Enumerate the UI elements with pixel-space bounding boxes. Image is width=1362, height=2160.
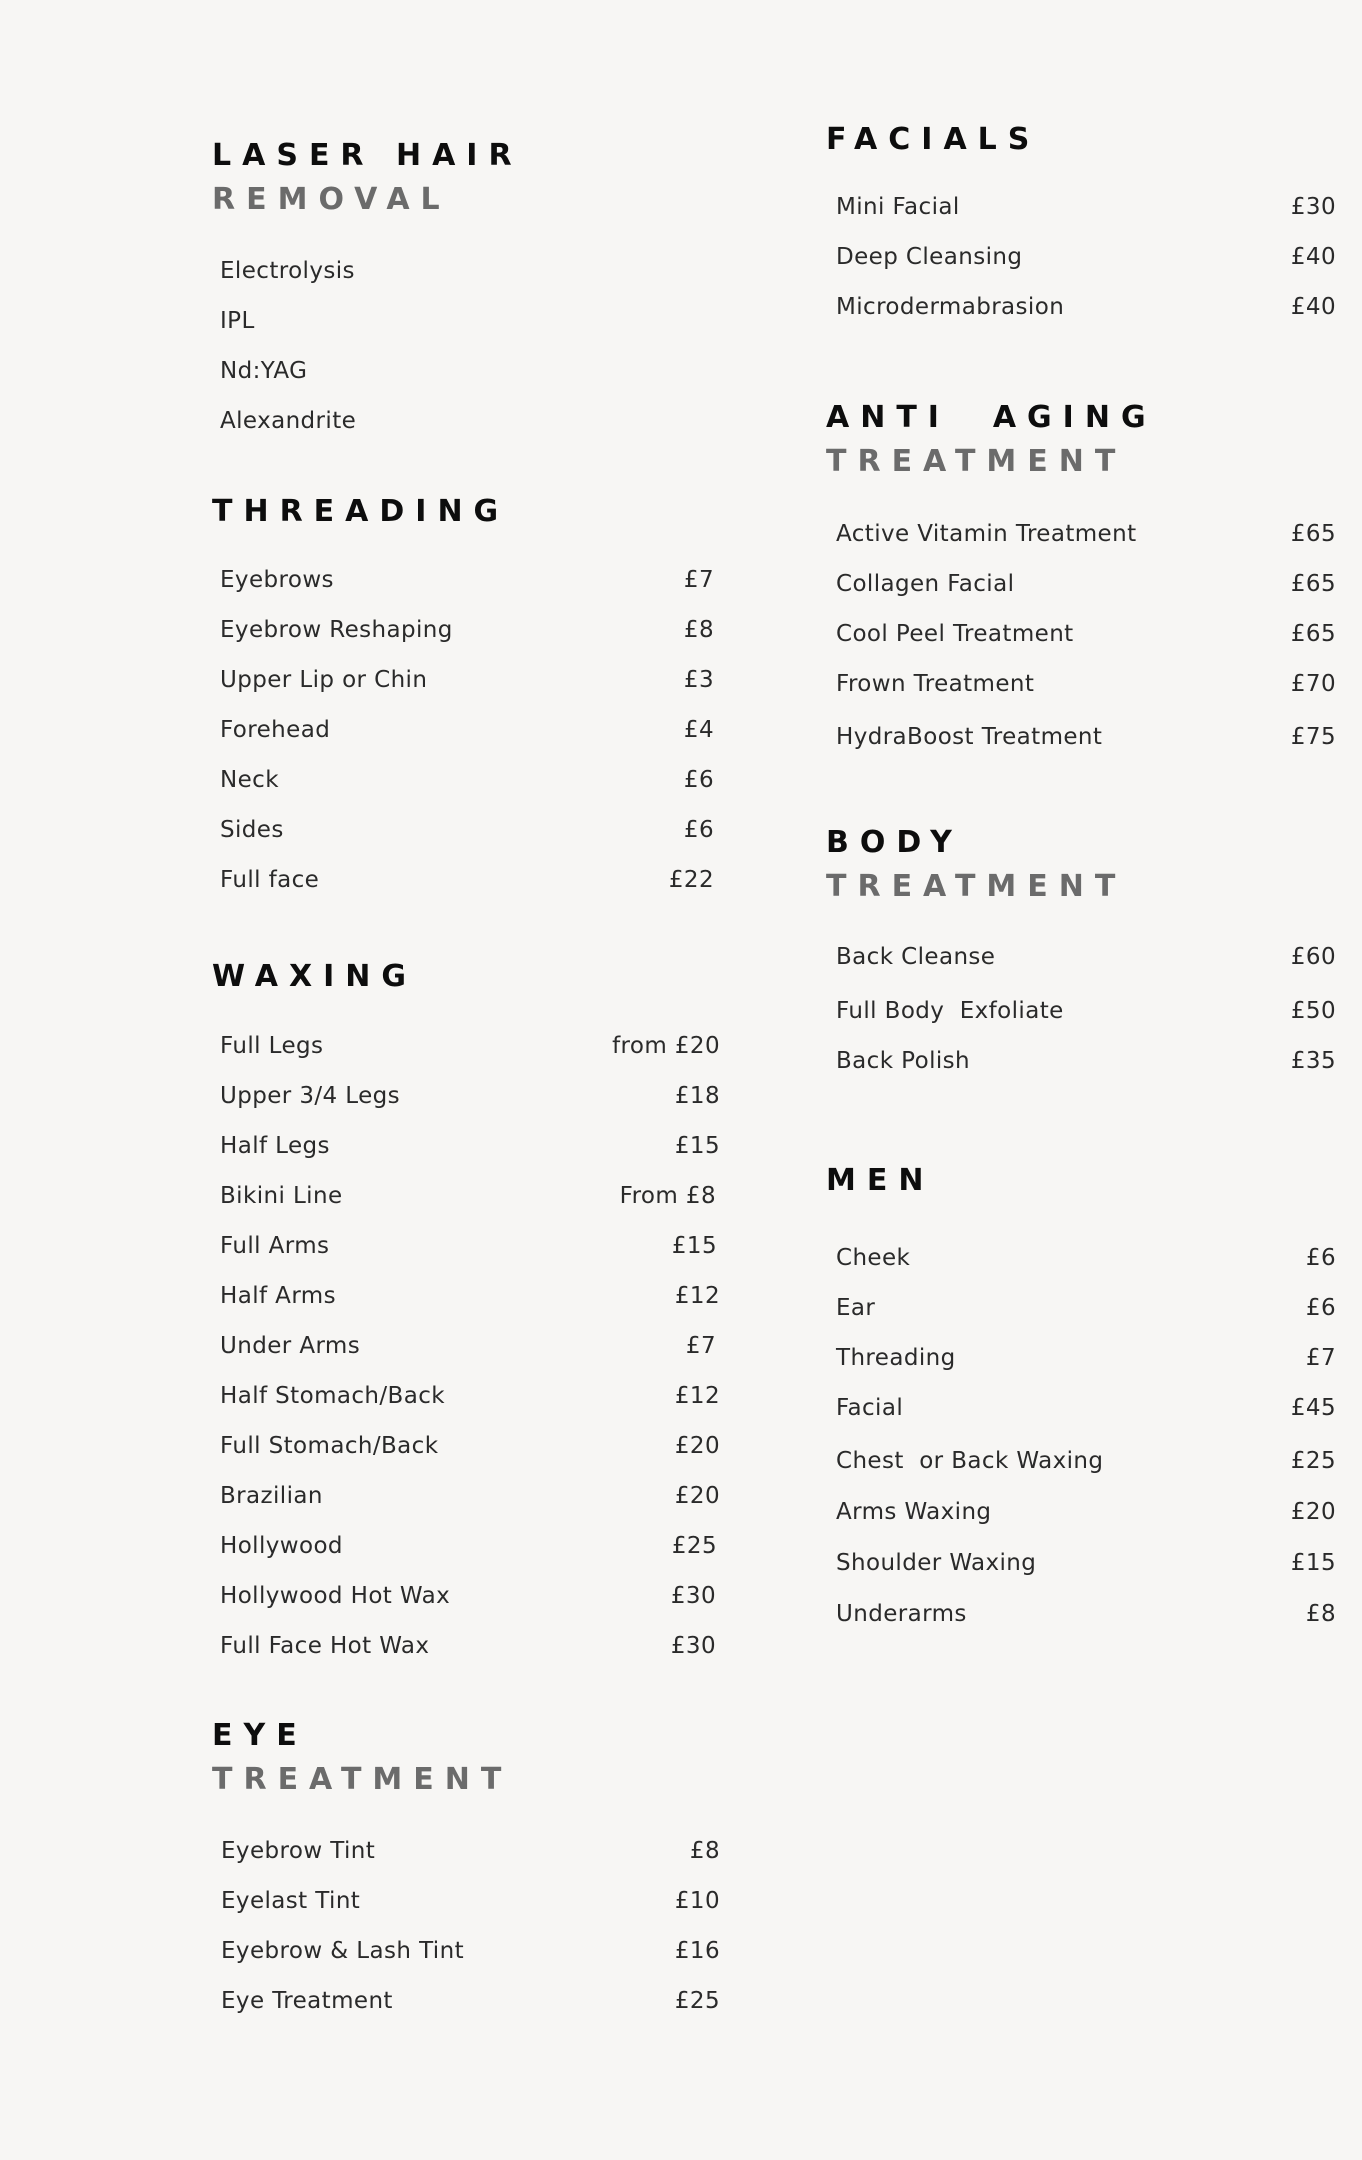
list-item <box>220 1379 720 1413</box>
item-price: £20 <box>674 1433 720 1459</box>
list-item <box>836 517 1336 551</box>
item-price: £7 <box>685 1333 716 1359</box>
list-item <box>220 404 720 438</box>
item-name: Half Arms <box>220 1283 336 1309</box>
list-item <box>836 1495 1336 1529</box>
list-item <box>220 254 720 288</box>
item-price: £45 <box>1290 1395 1336 1421</box>
heading-line-2: TREATMENT <box>212 1762 513 1797</box>
item-name: Eye Treatment <box>221 1988 393 2014</box>
list-item <box>220 1429 720 1463</box>
item-name: Back Polish <box>836 1048 971 1074</box>
body-treatment-section <box>826 821 1336 909</box>
list-item <box>836 290 1336 324</box>
item-price: £3 <box>683 667 714 693</box>
list-item <box>220 713 714 747</box>
item-price: £65 <box>1290 571 1336 597</box>
heading-line-1: THREADING <box>212 494 510 529</box>
item-price: £16 <box>674 1938 720 1964</box>
list-item <box>221 1984 720 2018</box>
item-name: Shoulder Waxing <box>836 1550 1037 1576</box>
list-item <box>221 1834 720 1868</box>
list-item <box>836 940 1336 974</box>
item-name: Facial <box>836 1395 904 1421</box>
item-name: IPL <box>220 308 255 334</box>
item-price: £6 <box>683 767 714 793</box>
item-price: £50 <box>1290 998 1336 1024</box>
list-item <box>220 1529 720 1563</box>
item-price: £40 <box>1290 244 1336 270</box>
item-name: Cool Peel Treatment <box>836 621 1074 647</box>
heading-line-1: BODY <box>826 825 963 860</box>
heading-line-1: WAXING <box>212 959 417 994</box>
item-name: Alexandrite <box>220 408 357 434</box>
item-name: Bikini Line <box>220 1183 343 1209</box>
list-item <box>836 667 1336 701</box>
heading-line-1: LASER HAIR <box>212 138 523 173</box>
waxing-heading <box>212 955 720 999</box>
facials-list <box>836 190 1336 330</box>
item-price: £18 <box>674 1083 720 1109</box>
item-name: Cheek <box>836 1245 911 1271</box>
item-name: Arms Waxing <box>836 1499 992 1525</box>
list-item <box>220 1229 720 1263</box>
item-name: Electrolysis <box>220 258 355 284</box>
list-item <box>220 663 714 697</box>
item-name: Upper 3/4 Legs <box>220 1083 401 1109</box>
item-name: Eyebrow Reshaping <box>220 617 453 643</box>
body-treatment-list <box>836 940 1336 1090</box>
item-name: Neck <box>220 767 279 793</box>
item-price: £25 <box>671 1533 717 1559</box>
item-price: £6 <box>683 817 714 843</box>
item-price: £75 <box>1290 724 1336 750</box>
item-name: Full Body Exfoliate <box>836 998 1064 1024</box>
item-price: £12 <box>674 1283 720 1309</box>
item-price: from £20 <box>612 1033 720 1059</box>
item-name: Eyebrow & Lash Tint <box>221 1938 464 1964</box>
eye-treatment-list <box>221 1834 720 2024</box>
item-name: Forehead <box>220 717 331 743</box>
item-price: £20 <box>674 1483 720 1509</box>
anti-aging-section <box>826 396 1336 484</box>
item-name: Chest or Back Waxing <box>836 1448 1104 1474</box>
item-price: £6 <box>1305 1245 1336 1271</box>
heading-line-1: FACIALS <box>826 122 1041 157</box>
laser-hair-removal-heading <box>212 134 720 222</box>
item-price: £10 <box>674 1888 720 1914</box>
list-item <box>836 1546 1336 1580</box>
item-name: Eyebrows <box>220 567 334 593</box>
item-price: £15 <box>671 1233 717 1259</box>
threading-list <box>220 563 714 923</box>
item-name: Half Legs <box>220 1133 330 1159</box>
eye-treatment-heading <box>212 1714 720 1802</box>
item-price: £60 <box>1290 944 1336 970</box>
threading-section <box>212 490 720 534</box>
item-price: £35 <box>1290 1048 1336 1074</box>
item-name: Hollywood Hot Wax <box>220 1583 451 1609</box>
item-price: £40 <box>1290 294 1336 320</box>
item-price: £30 <box>670 1583 716 1609</box>
item-name: Eyelast Tint <box>221 1888 361 1914</box>
heading-line-1: EYE <box>212 1718 308 1753</box>
list-item <box>836 190 1336 224</box>
heading-line-2: TREATMENT <box>826 444 1127 479</box>
item-name: HydraBoost Treatment <box>836 724 1103 750</box>
item-price: £30 <box>670 1633 716 1659</box>
heading-line-1: MEN <box>826 1163 935 1198</box>
item-name: Ear <box>836 1295 876 1321</box>
men-heading <box>826 1159 1336 1203</box>
laser-hair-removal-section <box>212 134 720 222</box>
list-item <box>836 994 1336 1028</box>
list-item <box>220 304 720 338</box>
anti-aging-list <box>836 517 1336 757</box>
item-name: Full face <box>220 867 320 893</box>
item-price: £70 <box>1290 671 1336 697</box>
item-name: Deep Cleansing <box>836 244 1023 270</box>
item-price: From £8 <box>619 1183 716 1209</box>
item-name: Hollywood <box>220 1533 343 1559</box>
heading-line-2: REMOVAL <box>212 182 451 217</box>
item-price: £65 <box>1290 521 1336 547</box>
item-name: Nd:YAG <box>220 358 308 384</box>
list-item <box>221 1934 720 1968</box>
item-name: Underarms <box>836 1601 967 1627</box>
item-name: Half Stomach/Back <box>220 1383 445 1409</box>
list-item <box>836 1391 1336 1425</box>
men-list <box>836 1241 1336 1631</box>
list-item <box>836 720 1336 754</box>
item-name: Full Legs <box>220 1033 324 1059</box>
item-name: Microdermabrasion <box>836 294 1065 320</box>
item-name: Full Face Hot Wax <box>220 1633 430 1659</box>
item-price: £8 <box>683 617 714 643</box>
list-item <box>220 763 714 797</box>
item-name: Under Arms <box>220 1333 361 1359</box>
item-price: £7 <box>683 567 714 593</box>
item-price: £12 <box>674 1383 720 1409</box>
list-item <box>220 1479 720 1513</box>
list-item <box>220 1279 720 1313</box>
item-price: £8 <box>689 1838 720 1864</box>
anti-aging-heading <box>826 396 1336 484</box>
list-item <box>220 1579 720 1613</box>
list-item <box>836 1291 1336 1325</box>
waxing-list <box>220 1029 720 1669</box>
heading-line-1: ANTI AGING <box>826 400 1157 435</box>
item-name: Full Arms <box>220 1233 330 1259</box>
item-name: Frown Treatment <box>836 671 1035 697</box>
list-item <box>836 1597 1336 1631</box>
item-price: £8 <box>1305 1601 1336 1627</box>
list-item <box>220 813 714 847</box>
item-name: Threading <box>836 1345 956 1371</box>
threading-heading <box>212 490 720 534</box>
item-price: £20 <box>1290 1499 1336 1525</box>
list-item <box>220 1129 720 1163</box>
list-item <box>836 617 1336 651</box>
item-price: £15 <box>1290 1550 1336 1576</box>
item-price: £65 <box>1290 621 1336 647</box>
item-price: £25 <box>1290 1448 1336 1474</box>
item-name: Back Cleanse <box>836 944 996 970</box>
item-price: £25 <box>674 1988 720 2014</box>
eye-treatment-section <box>212 1714 720 1802</box>
item-price: £22 <box>668 867 714 893</box>
item-name: Sides <box>220 817 284 843</box>
item-price: £15 <box>674 1133 720 1159</box>
item-price: £30 <box>1290 194 1336 220</box>
item-price: £6 <box>1305 1295 1336 1321</box>
item-name: Mini Facial <box>836 194 960 220</box>
heading-line-2: TREATMENT <box>826 869 1127 904</box>
list-item <box>220 563 714 597</box>
waxing-section <box>212 955 720 999</box>
list-item <box>220 863 714 897</box>
item-price: £4 <box>683 717 714 743</box>
list-item <box>836 1444 1336 1478</box>
list-item <box>836 1241 1336 1275</box>
laser-hair-removal-list <box>220 254 720 444</box>
list-item <box>220 1079 720 1113</box>
item-name: Brazilian <box>220 1483 323 1509</box>
item-name: Full Stomach/Back <box>220 1433 439 1459</box>
list-item <box>836 1044 1336 1078</box>
list-item <box>836 240 1336 274</box>
list-item <box>836 1341 1336 1375</box>
facials-heading <box>826 118 1336 162</box>
item-name: Active Vitamin Treatment <box>836 521 1137 547</box>
list-item <box>220 1329 720 1363</box>
facials-section <box>826 118 1336 162</box>
list-item <box>221 1884 720 1918</box>
list-item <box>836 567 1336 601</box>
item-name: Eyebrow Tint <box>221 1838 376 1864</box>
list-item <box>220 613 714 647</box>
list-item <box>220 1629 720 1663</box>
men-section <box>826 1159 1336 1203</box>
list-item <box>220 1179 720 1213</box>
item-name: Upper Lip or Chin <box>220 667 428 693</box>
item-price: £7 <box>1305 1345 1336 1371</box>
body-treatment-heading <box>826 821 1336 909</box>
list-item <box>220 354 720 388</box>
item-name: Collagen Facial <box>836 571 1015 597</box>
list-item <box>220 1029 720 1063</box>
